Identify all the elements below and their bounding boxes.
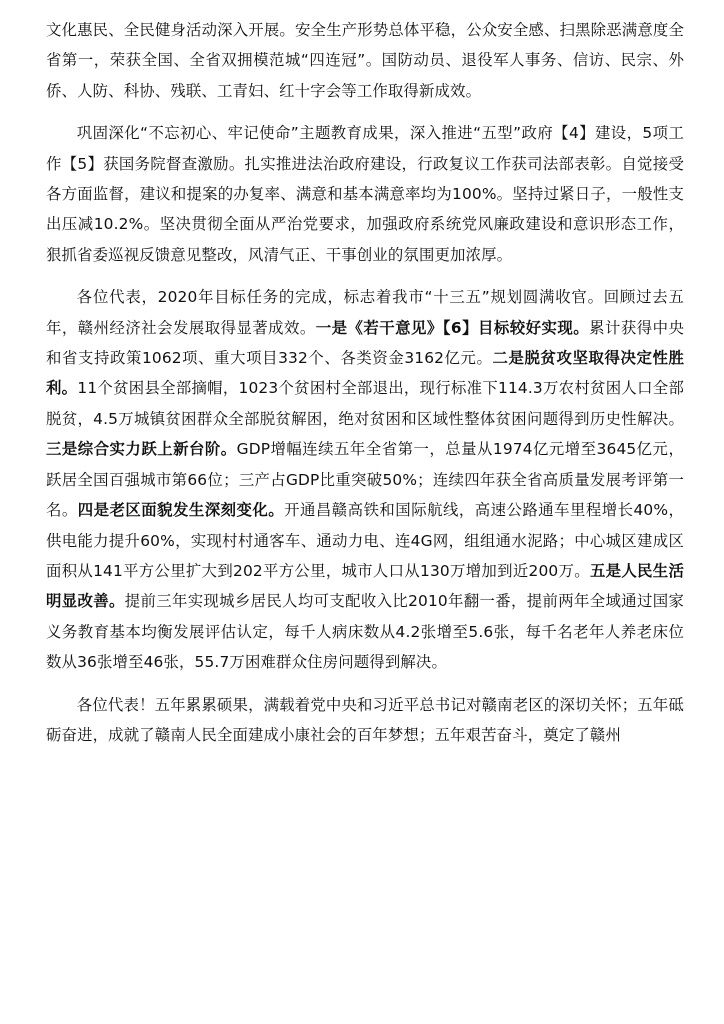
highlight-point-3: 三是综合实力跃上新台阶。 [46, 440, 237, 459]
point-3-detail: GDP增幅连续五年全省第一，总量从1974亿元增至3645亿元，跃居全国百强城市第66位；三产占GDP比重突破50%；连续四年获全省高质量发展考评第一名。 [46, 440, 684, 520]
paragraph-2-text: 巩固深化“不忘初心、牢记使命”主题教育成果，深入推进“五型”政府【4】建设，5项工作【5】获国务院督查激励。扎实推进法治政府建设，行政复议工作获司法部表彰。自觉接受各方面监督，建议和提案的办复率、满意和基本满意率均为100%。坚持过紧日子，一般性支出压减10.2%。坚决贯彻全面从严治党要求，加强政府系统党风廉政建设和意识形态工作，狠抓省委巡视反馈意见整改，风清气正、干事创业的氛围更加浓厚。 [46, 124, 684, 264]
point-1-detail: 累计获得中央和省支持政策1062项、重大项目332个、各类资金3162亿元。 [46, 318, 684, 368]
highlight-point-4: 四是老区面貌发生深刻变化。 [77, 501, 285, 520]
point-4-detail: 开通昌赣高铁和国际航线，高速公路通车里程增长40%，供电能力提升60%，实现村村通客车、通动力电、连4G网，组组通水泥路；中心城区建成区面积从141平方公里扩大到202平方公里，城市人口从130万增加到近200万。 [46, 501, 685, 580]
point-5-detail: 提前三年实现城乡居民人均可支配收入比2010年翻一番，提前两年全域通过国家义务教育基本均衡发展评估认定，每千人病床数从4.2张增至5.6张，每千名老年人养老床位数从36张增至46张，55.7万困难群众住房问题得到解决。 [46, 592, 684, 672]
paragraph-3-intro: 各位代表，2020年目标任务的完成，标志着我市“十三五”规划圆满收官。回顾过去五年，赣州经济社会发展取得显著成效。 [46, 288, 684, 337]
paragraph-4-text: 各位代表！五年累累硕果，满载着党中央和习近平总书记对赣南老区的深切关怀；五年砥砺奋进，成就了赣南人民全面建成小康社会的百年梦想；五年艰苦奋斗，奠定了赣州 [46, 695, 684, 744]
highlight-point-1: 一是《若干意见》【6】目标较好实现。 [315, 318, 590, 337]
highlight-point-2: 二是脱贫攻坚取得决定性胜利。 [46, 349, 684, 398]
point-2-detail: 11个贫困县全部摘帽，1023个贫困村全部退出，现行标准下114.3万农村贫困人口全部脱贫，4.5万城镇贫困群众全部脱贫解困，绝对贫困和区域性整体贫困问题得到历史性解决。 [46, 379, 684, 428]
highlight-point-5: 五是人民生活明显改善。 [46, 561, 684, 611]
paragraph-4 [46, 690, 684, 751]
paragraph-2 [46, 118, 684, 270]
paragraph-1-text: 文化惠民、全民健身活动深入开展。安全生产形势总体平稳，公众安全感、扫黑除恶满意度全省第一，荣获全国、全省双拥模范城“四连冠”。国防动员、退役军人事务、信访、民宗、外侨、人防、科协、残联、工青妇、红十字会等工作取得新成效。 [46, 21, 684, 100]
paragraph-3 [46, 282, 684, 677]
paragraph-1 [46, 15, 684, 106]
